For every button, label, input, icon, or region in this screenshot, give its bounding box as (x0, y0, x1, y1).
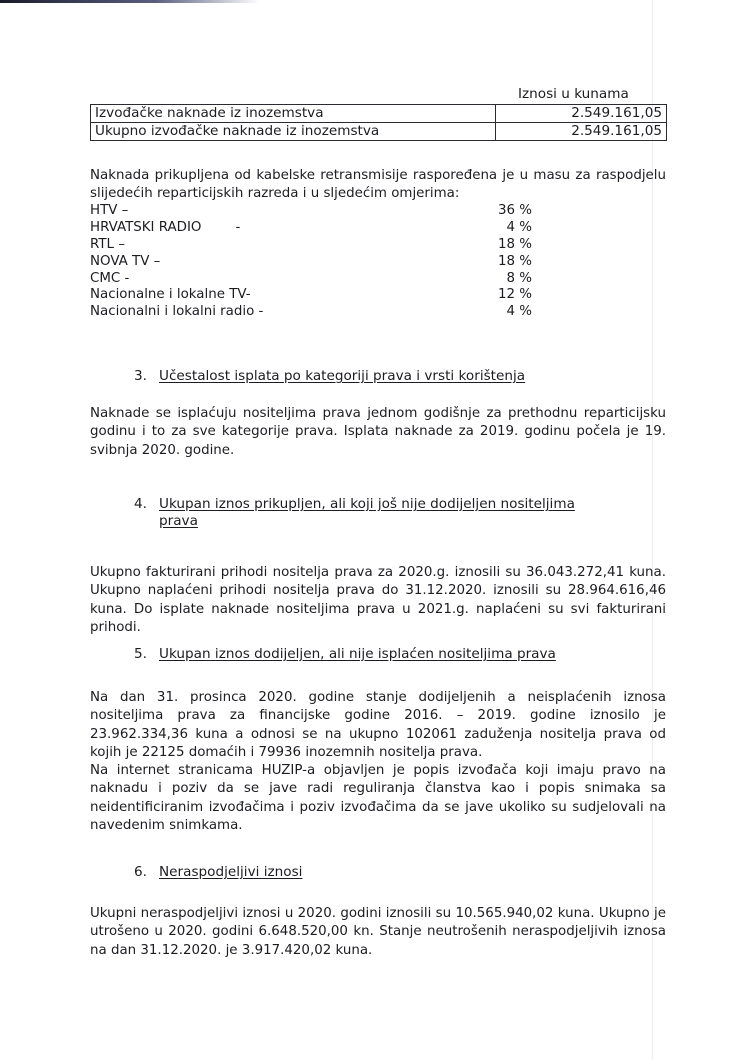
allocation-name: HTV – (90, 203, 129, 218)
section-3-paragraph: Naknade se isplaćuju nositeljima prava jednom godišnje za prethodnu reparticijsku godinu i to za sve kategorije prava. Isplata naknade za 2019. godinu počela je 19. svibnja 2020. godine. (90, 406, 666, 458)
allocation-item (90, 304, 540, 321)
table-cell-value: 2.549.161,05 (496, 105, 667, 123)
allocation-name: HRVATSKI RADIO - (90, 219, 241, 235)
allocation-name: RTL – (90, 236, 125, 252)
section-4-paragraph: Ukupno fakturirani prihodi nositelja prava za 2020.g. iznosili su 36.043.272,41 kuna. Ukupno naplaćeni prihodi nositelja prava do 31.12.2020. iznosili su 28.964.616,46 kuna. Do isplate naknade nositeljima prava u 2021.g. naplaćeni su svi fakturirani prihodi. (90, 565, 666, 635)
allocation-item (90, 254, 540, 271)
allocation-percent: 18 % (497, 236, 532, 252)
table-cell-value: 2.549.161,05 (496, 123, 667, 141)
allocation-item (90, 287, 540, 304)
allocation-percent: 12 % (497, 287, 532, 303)
allocation-name: NOVA TV – (90, 253, 161, 269)
section-number: 4. (134, 496, 147, 512)
allocation-item (90, 220, 540, 237)
allocation-name: Nacionalne i lokalne TV- (90, 287, 251, 303)
allocation-percent: 4 % (506, 219, 532, 235)
allocation-name: Nacionalni i lokalni radio - (90, 304, 264, 320)
section-5-paragraph: Na dan 31. prosinca 2020. godine stanje dodijeljenih a neisplaćenih iznosa nositeljima prava za financijske godine 2016. – 2019. godine iznosilo je 23.962.334,36 kuna a odnosi se na ukupno 102061 zaduženja nositelja prava od kojih je 22125 domaćih i 79936 inozemnih nositelja prava. (90, 690, 666, 760)
section-heading-6 (134, 864, 302, 881)
section-5-paragraph: Na internet stranicama HUZIP-a objavljen je popis izvođača koji imaju pravo na naknadu i poziv da se jave radi reguliranja članstva kao i popis snimaka sa neidentificiranim izvođačima i poziv izvođačima da se jave ukoliko su sudjelovali na navedenim snimkama. (90, 763, 666, 834)
table-row (91, 123, 667, 141)
section-title: Učestalost isplata po kategoriji prava i vrsti korištenja (159, 368, 526, 384)
fees-table (90, 104, 667, 141)
section-6-paragraph: Ukupni neraspodjeljivi iznosi u 2020. godini iznosili su 10.565.940,02 kuna. Ukupno je utrošeno u 2020. godini 6.648.520,00 kn. Stanje neutrošenih neraspodjeljivih iznosa na dan 31.12.2020. je 3.917.420,02 kuna. (90, 906, 666, 958)
section-title: Ukupan iznos dodijeljen, ali nije isplaćen nositeljima prava (159, 646, 556, 662)
section-heading-4 (134, 496, 575, 530)
allocation-percent: 36 % (497, 203, 532, 218)
table-cell-label: Izvođačke naknade iz inozemstva (91, 105, 496, 123)
section-number: 6. (134, 864, 147, 880)
table-row (91, 105, 667, 123)
allocation-percent: 4 % (506, 304, 532, 320)
allocation-list (90, 203, 540, 321)
section-title: Ukupan iznos prikupljen, ali koji još nije dodijeljen nositeljima (159, 496, 575, 512)
allocation-item (90, 271, 540, 288)
allocation-intro: Naknada prikupljena od kabelske retransmisije raspoređena je u masu za raspodjelu slijedećih reparticijskih razreda i u sljedećim omjerima: (90, 168, 666, 202)
section-heading-3 (134, 368, 525, 385)
section-5-body (90, 689, 666, 835)
section-title: Neraspodjeljivi iznosi (159, 864, 303, 880)
allocation-name: CMC - (90, 270, 130, 286)
scan-fold-line (652, 0, 653, 1060)
section-number: 5. (134, 646, 147, 662)
section-heading-5 (134, 646, 556, 663)
table-cell-label: Ukupno izvođačke naknade iz inozemstva (91, 123, 496, 141)
allocation-percent: 8 % (506, 270, 532, 286)
allocation-item (90, 237, 540, 254)
allocation-percent: 18 % (497, 253, 532, 269)
scan-edge (0, 0, 260, 3)
table-caption: Iznosi u kunama (518, 86, 629, 102)
section-title-continued: prava (159, 513, 198, 529)
allocation-item (90, 203, 540, 220)
section-number: 3. (134, 368, 147, 384)
